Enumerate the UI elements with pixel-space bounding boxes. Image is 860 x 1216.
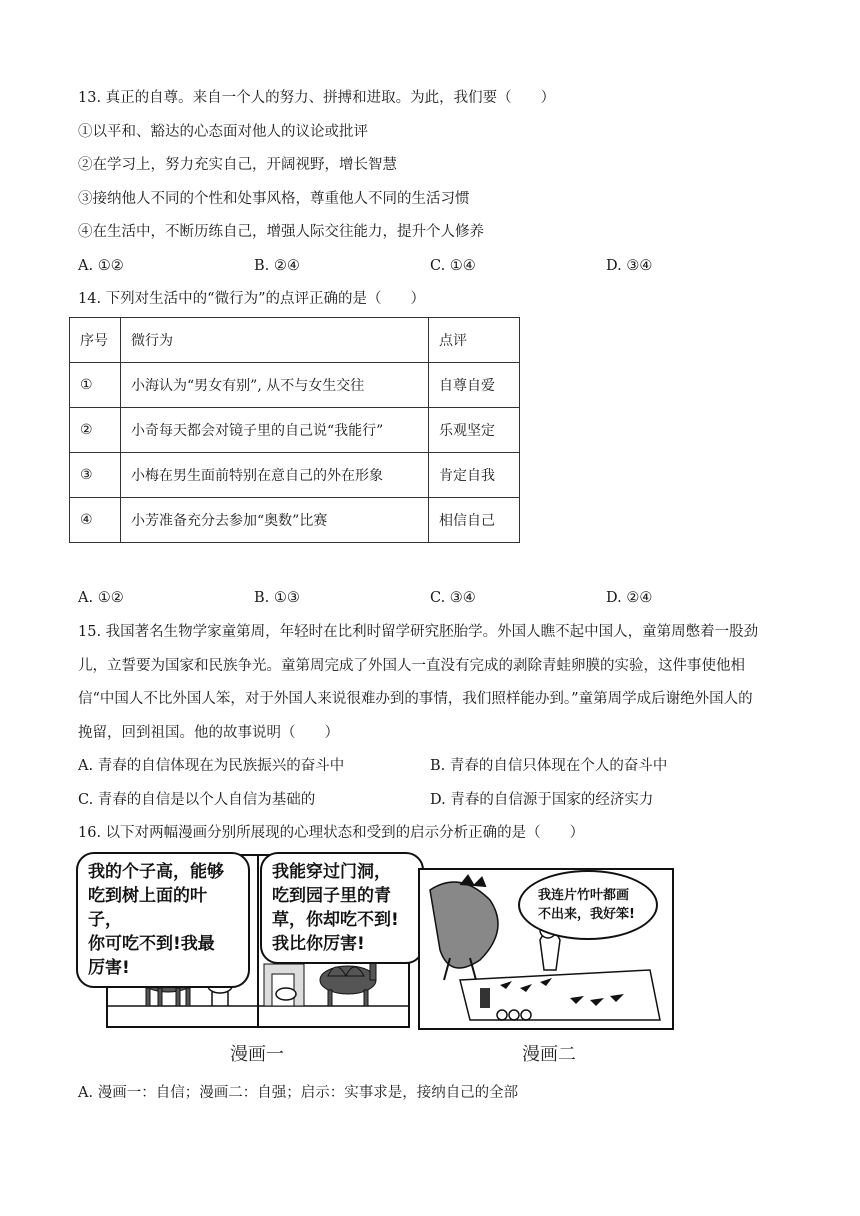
table-cell: 乐观坚定 <box>429 408 520 453</box>
q13-item-4: ④在生活中，不断历练自己，增强人际交往能力，提升个人修养 <box>78 224 484 240</box>
q15-option-d: D. 青春的自信源于国家的经济实力 <box>430 792 654 808</box>
comic-one-goat-bubble: 我能穿过门洞， 吃到园子里的青 草，你却吃不到! 我比你厉害! <box>260 852 424 964</box>
q13-item-3: ③接纳他人不同的个性和处事风格，尊重他人不同的生活习惯 <box>78 191 470 207</box>
q15-line-3: 信“中国人不比外国人笨，对于外国人来说很难办到的事情，我们照样能办到。”童第周学成后谢绝外国人的 <box>78 691 753 707</box>
q14-option-c: C. ③④ <box>430 590 476 606</box>
q13-option-c: C. ①④ <box>430 258 476 274</box>
table-cell: ① <box>70 363 121 408</box>
q15-option-b: B. 青春的自信只体现在个人的奋斗中 <box>430 758 668 774</box>
q16-option-a: A. 漫画一：自信；漫画二：自强；启示：实事求是，接纳自己的全部 <box>78 1085 519 1101</box>
q14-stem: 14. 下列对生活中的“微行为”的点评正确的是（ ） <box>78 291 425 307</box>
table-cell: ③ <box>70 453 121 498</box>
table-header-row <box>70 318 520 363</box>
q13-item-1: ①以平和、豁达的心态面对他人的议论或批评 <box>78 124 368 140</box>
table-cell: 小海认为“男女有别”, 从不与女生交往 <box>121 363 429 408</box>
table-row <box>70 408 520 453</box>
q14-option-a: A. ①② <box>78 590 124 606</box>
table-row <box>70 498 520 543</box>
comic-one-caption: 漫画一 <box>230 1044 284 1065</box>
q16-stem: 16. 以下对两幅漫画分别所展现的心理状态和受到的启示分析正确的是（ ） <box>78 825 585 841</box>
table-cell: 肯定自我 <box>429 453 520 498</box>
q14-option-d: D. ②④ <box>606 590 653 606</box>
q13-option-a: A. ①② <box>78 258 124 274</box>
q13-item-2: ②在学习上，努力充实自己，开阔视野，增长智慧 <box>78 157 397 173</box>
q15-option-a: A. 青春的自信体现在为民族振兴的奋斗中 <box>78 758 345 774</box>
table-cell: ④ <box>70 498 121 543</box>
table-row <box>70 363 520 408</box>
comic-two-chick-bubble: 我连片竹叶都画 不出来，我好笨! <box>518 870 658 940</box>
table-cell: 自尊自爱 <box>429 363 520 408</box>
q15-option-c: C. 青春的自信是以个人自信为基础的 <box>78 792 316 808</box>
q14-table <box>69 317 520 543</box>
table-cell: 小奇每天都会对镜子里的自己说“我能行” <box>121 408 429 453</box>
comic-one <box>88 854 410 1028</box>
table-header-cell: 序号 <box>70 318 121 363</box>
table-header-cell: 微行为 <box>121 318 429 363</box>
table-cell: 相信自己 <box>429 498 520 543</box>
q13-stem: 13. 真正的自尊。来自一个人的努力、拼搏和进取。为此，我们要（ ） <box>78 90 556 106</box>
q15-line-4: 挽留，回到祖国。他的故事说明（ ） <box>78 725 339 741</box>
comic-one-camel-bubble: 我的个子高，能够 吃到树上面的叶子， 你可吃不到!我最 厉害! <box>76 852 250 988</box>
comic-two <box>418 868 674 1030</box>
q13-option-d: D. ③④ <box>606 258 653 274</box>
table-header-cell: 点评 <box>429 318 520 363</box>
comic-two-caption: 漫画二 <box>522 1044 576 1065</box>
q14-option-b: B. ①③ <box>254 590 300 606</box>
table-cell: ② <box>70 408 121 453</box>
q15-line-2: 儿，立誓要为国家和民族争光。童第周完成了外国人一直没有完成的剥除青蛙卵膜的实验，这件事使他相 <box>78 658 745 674</box>
table-row <box>70 453 520 498</box>
table-cell: 小梅在男生面前特别在意自己的外在形象 <box>121 453 429 498</box>
table-cell: 小芳准备充分去参加“奥数”比赛 <box>121 498 429 543</box>
q13-option-b: B. ②④ <box>254 258 300 274</box>
q15-line-1: 15. 我国著名生物学家童第周，年轻时在比利时留学研究胚胎学。外国人瞧不起中国人，童第周憋着一股劲 <box>78 624 759 640</box>
